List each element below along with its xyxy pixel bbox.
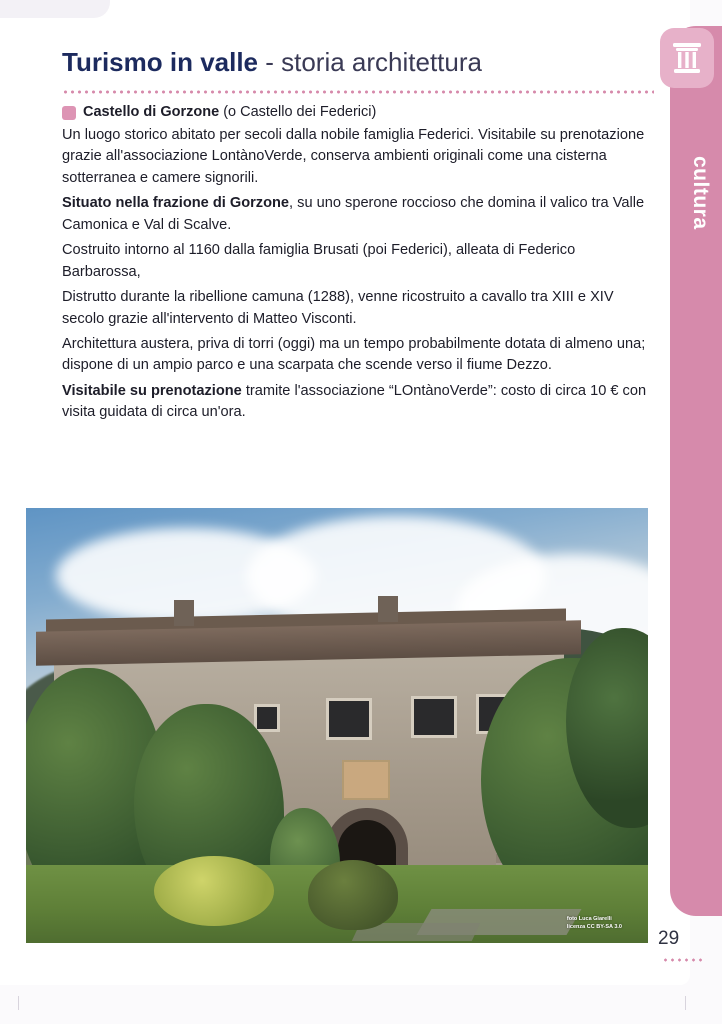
classical-column-icon [660,28,714,88]
photo-shrub [308,860,398,930]
section-side-tab[interactable] [670,26,722,916]
article-content [62,48,654,424]
lead-heading-rest: (o Castello dei Federici) [219,103,377,120]
page-number: 29 [658,928,680,949]
paragraph-situato [62,193,654,236]
paragraph-distrutto: Distrutto durante la ribellione camuna (1288), venne ricostruito a cavallo tra XIII e XIV secolo grazie all'intervento di Matteo Visconti. [62,289,614,327]
square-bullet-icon [62,106,76,120]
dotted-divider [62,90,654,94]
paragraph-costruito: Costruito intorno al 1160 dalla famiglia Brusati (poi Federici), alleata di Federico Barbarossa, [62,242,576,280]
paragraph-situato-bold: Situato nella frazione di Gorzone [62,195,290,212]
photo-credit [567,916,622,931]
page-title-rest: - storia architettura [258,47,482,77]
side-tab-label: cultura [689,156,712,230]
castello-di-gorzone-photo [26,508,648,943]
paragraph-visitabile-rest: tramite l'associazione “LOntànoVerde”: costo di circa 10 € con visita guidata di circa un'ora. [62,382,647,421]
lead-heading-bold: Castello di Gorzone [83,103,220,120]
photo-window [411,696,457,738]
corner-notch [0,0,110,18]
photo-bush [154,856,274,926]
paragraph-visitabile-bold: Visitabile su prenotazione [62,382,242,399]
photo-chimney [174,600,194,626]
page-title [62,48,654,78]
lead-heading-row [62,103,654,121]
lead-heading [83,103,376,121]
photo-window [254,704,280,732]
paragraph-architettura: Architettura austera, priva di torri (oggi) ma un tempo probabilmente dotata di almeno una; dispone di un ampio parco e una scarpata che scende verso il fiume Dezzo. [62,335,646,374]
crop-mark-right [685,996,686,1010]
paragraph-visitabile [62,381,654,424]
photo-chimney [378,596,398,622]
page-number-dots [662,958,706,962]
photo-credit-line1: foto Luca Giarelli [566,916,612,923]
photo-fresco-panel [342,760,390,800]
paragraph-situato-rest: , su uno sperone roccioso che domina il valico tra Valle Camonica e Val di Scalve. [62,195,645,233]
photo-credit-line2: licenza CC BY-SA 3.0 [566,923,622,930]
photo-window [326,698,372,740]
page-title-strong: Turismo in valle [62,47,259,77]
lead-paragraph: Un luogo storico abitato per secoli dalla nobile famiglia Federici. Visitabile su prenotazione grazie all'associazione LontànoVerde, conserva ambienti originali come una cisterna sotterranea e camere signorili. [62,127,645,186]
crop-mark-left [18,996,19,1010]
